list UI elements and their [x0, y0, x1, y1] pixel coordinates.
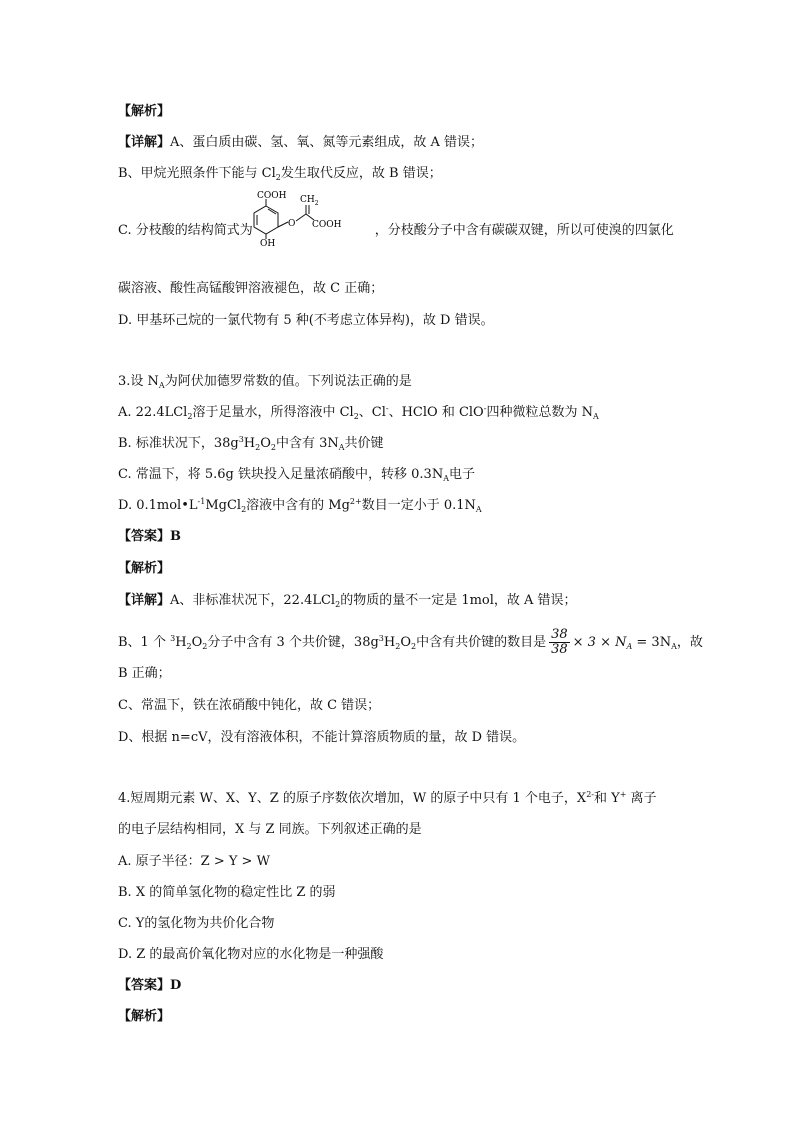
q3-option-c: C. 常温下，将 5.6g 铁块投入足量浓硝酸中，转移 $0.3N_A$电子: [118, 467, 475, 483]
q4-stem-cont: 的电子层结构相同，X 与 Z 同族。下列叙述正确的是: [118, 822, 422, 837]
q2-analysis-heading: 【解析】: [118, 104, 171, 119]
q3-detail-b: B、1 个 $^3H_2O_2$分子中含有 3 个共价键，$38g^3H_2O_2$中含有共价键的数目是 $\frac{38}{38}$ × $3 \times N_A = 3N_A$，故: [118, 627, 703, 657]
q3-detail-c: C、常温下，铁在浓硝酸中钝化，故 C 错误；: [118, 698, 381, 713]
q3-analysis-heading: 【解析】: [118, 561, 171, 576]
fraction: $\frac{38}{38}$: [551, 627, 568, 657]
q4-stem: 4.短周期元素 W、X、Y、Z 的原子序数依次增加，W 的原子中只有 1 个电子，$X^{2-}$和 Y+ 离子: [118, 790, 657, 806]
q3-detail-d: D、根据 n=cV，没有溶液体积，不能计算溶质物质的量，故 D 错误。: [118, 730, 526, 745]
q3-answer: 【答案】B: [118, 529, 181, 544]
ch2-label: $CH_2$: [300, 195, 319, 207]
q3-option-d: D. $0.1mol•L^{-1}MgCl_2$溶液中含有的 $Mg^{2+}$数目一定小于 $0.1N_A$: [118, 497, 482, 514]
benzene-ring: [254, 206, 278, 234]
q2-detail-c: C. 分枝酸的结构简式为 ，分枝酸分子中含有碳碳双键，所以可使溴的四氯化: [118, 223, 674, 238]
q3-stem: 3.设 $N_A$为阿伏加德罗常数的值。下列说法正确的是: [118, 374, 412, 390]
q2-detail-c-cont: 碳溶液、酸性高锰酸钾溶液褪色，故 C 正确；: [118, 281, 384, 296]
q3-option-a: A. 22.4LCl$_2$溶于足量水，所得溶液中 $Cl_2$、Cl-、HClO 和 ClO-四种微粒总数为 $N_A$: [118, 404, 599, 421]
cooh-top-label: COOH: [257, 191, 287, 201]
chorismic-acid-structure: [238, 190, 348, 246]
q4-analysis-heading: 【解析】: [118, 1009, 171, 1024]
q4-answer: 【答案】D: [118, 978, 182, 993]
ether-oxygen-label: O: [288, 219, 296, 229]
q2-detail-d: D. 甲基环己烷的一氯代物有 5 种(不考虑立体异构)，故 D 错误。: [118, 313, 494, 328]
q4-option-c: C. Y的氢化物为共价化合物: [118, 916, 275, 931]
q4-option-b: B. X 的简单氢化物的稳定性比 Z 的弱: [118, 885, 336, 900]
q3-detail-b-cont: B 正确；: [118, 666, 171, 681]
q4-option-a: A. 原子半径：Z > Y > W: [118, 854, 270, 869]
q3-detail-a: 【详解】A、非标准状况下，22.4LCl$_2$的物质的量不一定是 1mol，故 A 错误；: [118, 593, 577, 609]
q4-option-d: D. Z 的最高价氧化物对应的水化物是一种强酸: [118, 947, 384, 962]
oh-label: OH: [260, 239, 276, 246]
q3-option-b: B. 标准状况下，$38g^3H_2O_2$中含有 $3N_A$共价键: [118, 435, 384, 452]
cooh-side-label: COOH: [312, 220, 342, 230]
q2-detail-a: 【详解】A、蛋白质由碳、氢、氧、氮等元素组成，故 A 错误；: [118, 135, 484, 150]
q2-detail-b: B、甲烷光照条件下能与 $Cl_2$发生取代反应，故 B 错误；: [118, 166, 442, 182]
